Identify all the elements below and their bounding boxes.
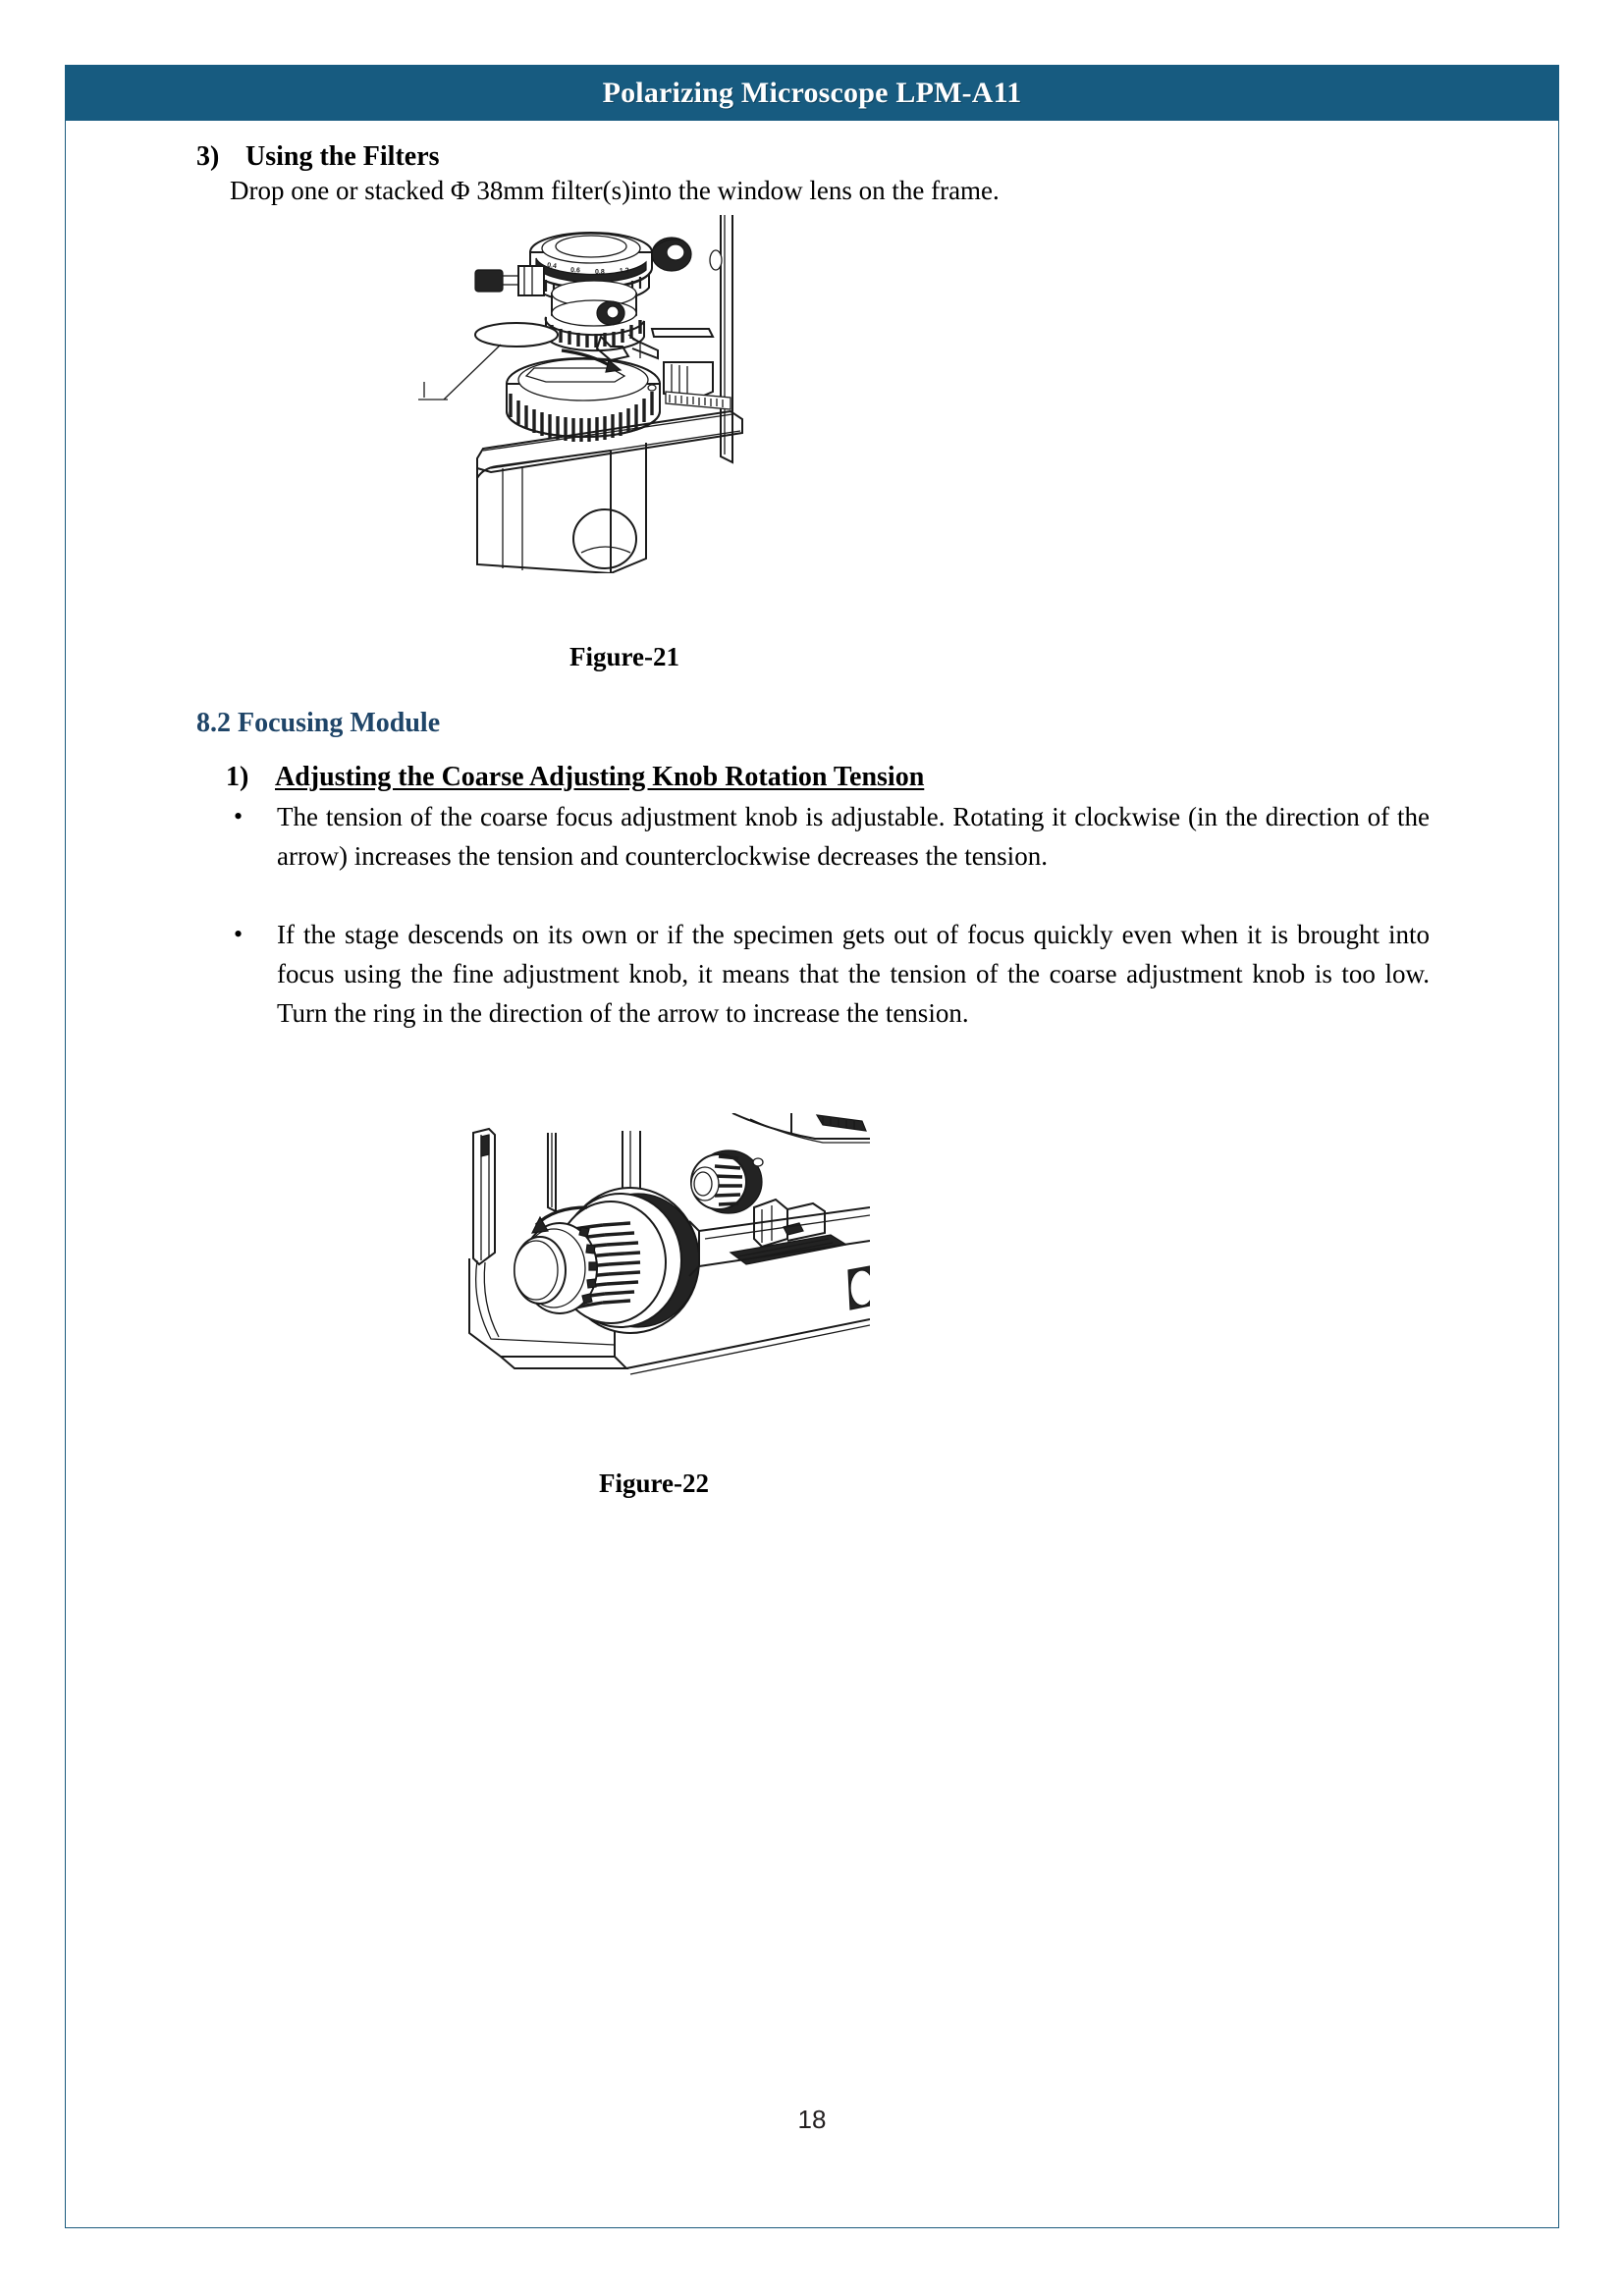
svg-text:0.8: 0.8 — [595, 269, 605, 276]
page-header-band — [65, 65, 1559, 121]
page-content — [65, 122, 1559, 2228]
bullet-marker: • — [234, 802, 244, 830]
heading-text: Using the Filters — [245, 141, 440, 172]
list-item — [226, 915, 1430, 1033]
svg-text:0.4: 0.4 — [546, 262, 558, 271]
svg-text:1.2: 1.2 — [619, 267, 629, 275]
list-marker-3: 3) — [196, 141, 220, 172]
svg-text:0.6: 0.6 — [569, 267, 580, 275]
section-heading-8-2: 8.2 Focusing Module — [196, 708, 441, 738]
heading-adjusting-coarse-knob — [226, 760, 1404, 794]
figure-21-image — [418, 215, 831, 573]
list-item — [226, 797, 1430, 876]
figure-22-image — [438, 1113, 870, 1417]
list-marker-1: 1) — [226, 762, 249, 792]
figure-22-svg — [438, 1113, 870, 1417]
figure-21-svg — [418, 215, 831, 573]
heading-using-the-filters — [196, 139, 1276, 174]
heading-text: Adjusting the Coarse Adjusting Knob Rotation Tension — [275, 762, 925, 792]
list-item-text: If the stage descends on its own or if the specimen gets out of focus quickly even when it is brought into focus using the fine adjustment knob, it means that the tension of the coarse adjustment knob is too low. Turn the ring in the direction of the arrow to increase the tension. — [277, 920, 1430, 1028]
list-item-text: The tension of the coarse focus adjustment knob is adjustable. Rotating it clockwise (in the direction of the arrow) increases the tension and counterclockwise decreases the tension. — [277, 802, 1430, 871]
paragraph-filter-instruction: Drop one or stacked Φ 38mm filter(s)into the window lens on the frame. — [230, 176, 1000, 205]
bullet-marker: • — [234, 920, 244, 948]
page-number: 18 — [797, 2105, 827, 2134]
page-title: Polarizing Microscope LPM-A11 — [602, 76, 1022, 109]
figure-22-caption: Figure-22 — [599, 1468, 709, 1498]
figure-21-caption: Figure-21 — [569, 642, 679, 671]
